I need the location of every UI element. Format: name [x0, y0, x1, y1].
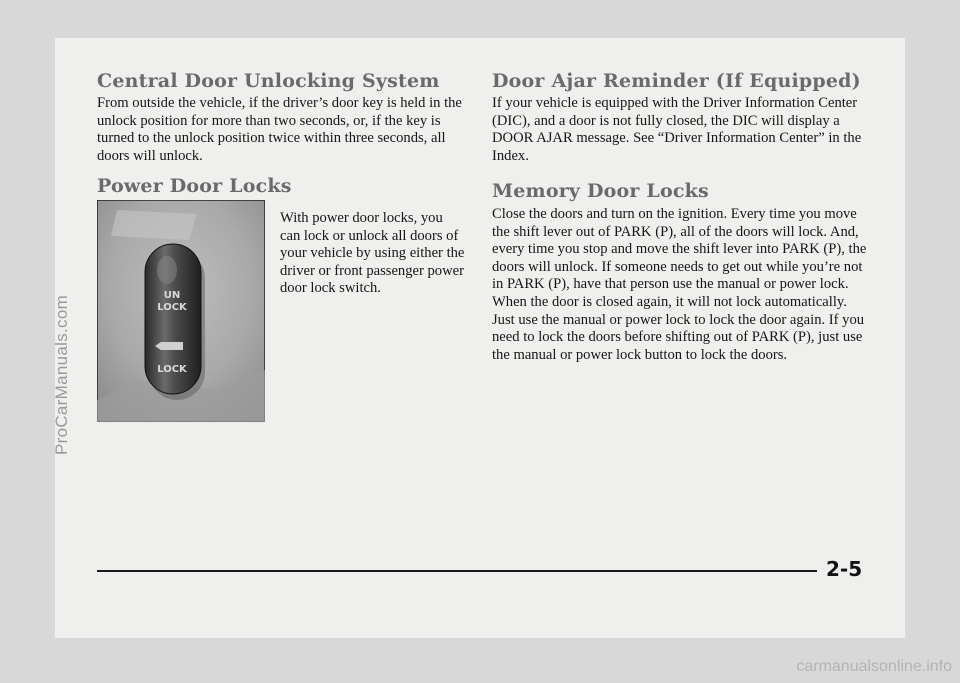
central-door-unlocking-text: From outside the vehicle, if the driver’s door key is held in the unlock position for more than two seconds, or, if the key is turned to the unlock position twice within three seconds, all doors will unlock.	[97, 95, 462, 164]
site-watermark: carmanualsonline.info	[796, 658, 952, 675]
power-lock-switch-photo	[97, 200, 265, 422]
memory-door-locks-text: Close the doors and turn on the ignition. Every time you move the shift lever out of PARK (P), all of the doors will lock. And, every time you stop and move the shift lever into PARK (P), the doors will unlock. If someone needs to get out while you’re not in PARK (P), have that person use the manual or power lock. When the door is closed again, it will not lock automatically. Just use the manual or power lock to lock the door again. If you need to lock the doors before shifting out of PARK (P), just use the manual or power lock button to lock the doors.	[492, 206, 867, 363]
memory-door-locks-heading: Memory Door Locks	[492, 180, 709, 202]
side-watermark: ProCarManuals.com	[52, 294, 71, 455]
lock-label: LOCK	[157, 364, 187, 375]
page-number: 2-5	[826, 557, 863, 581]
power-door-locks-heading: Power Door Locks	[97, 175, 292, 197]
lock-arrow-icon	[155, 342, 183, 350]
footer-rule	[97, 570, 817, 572]
unlock-label-second-line: LOCK	[157, 302, 187, 313]
central-door-unlocking-heading: Central Door Unlocking System	[97, 70, 440, 92]
door-ajar-reminder-text: If your vehicle is equipped with the Driver Information Center (DIC), and a door is not fully closed, the DIC will display a DOOR AJAR message. See “Driver Information Center” in the Index.	[492, 95, 862, 164]
door-ajar-reminder-heading: Door Ajar Reminder (If Equipped)	[492, 70, 861, 92]
power-door-locks-text: With power door locks, you can lock or unlock all doors of your vehicle by using either the driver or front passenger power door lock switch.	[280, 210, 465, 297]
unlock-label: UN	[163, 290, 181, 301]
